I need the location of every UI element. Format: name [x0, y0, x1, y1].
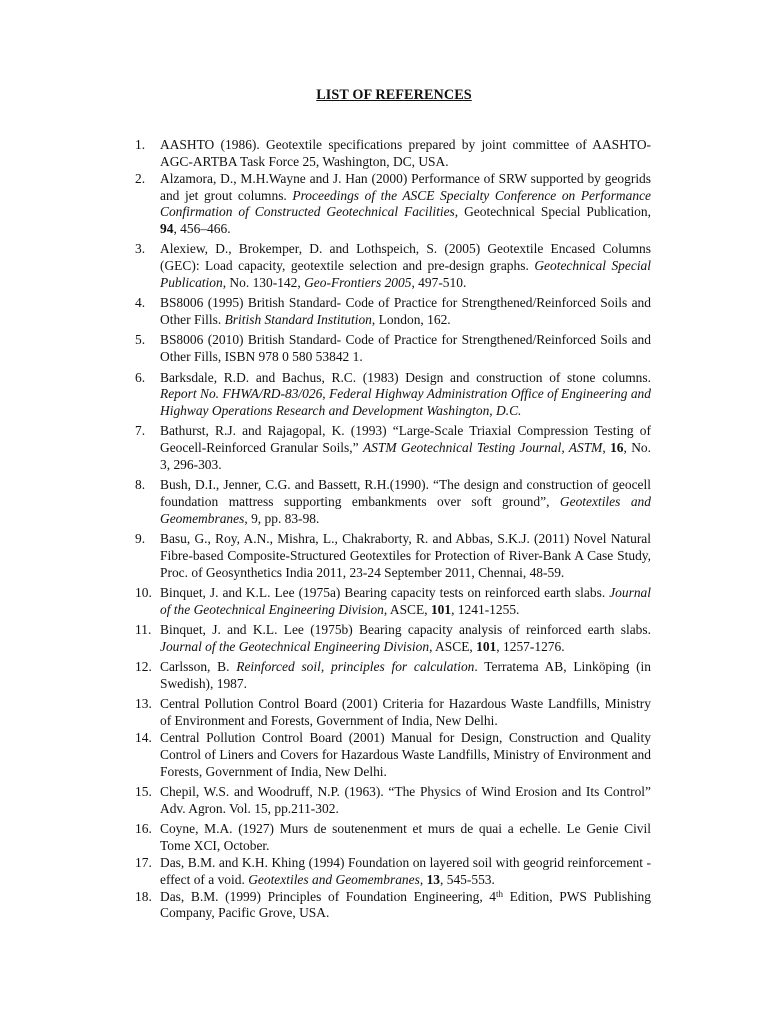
reference-number: 16. — [135, 821, 152, 837]
reference-segment: , 497-510. — [411, 275, 467, 291]
reference-segment: BS8006 (2010) British Standard- Code of Practice for Strengthened/Reinforced Soils and Other Fills, ISBN 978 0 580 53842 1. — [160, 332, 651, 365]
reference-text — [160, 370, 651, 421]
reference-segment: , 456–466. — [173, 221, 231, 237]
reference-segment: Central Pollution Control Board (2001) Manual for Design, Construction and Quality Control of Liners and Covers for Hazardous Waste Landfills, Ministry of Environment and Forests, Government of India, New Delhi. — [160, 730, 651, 779]
reference-segment: , ASCE, — [429, 639, 477, 655]
reference-text — [160, 696, 651, 730]
reference-item — [135, 531, 651, 582]
reference-segment: , ASCE, — [383, 602, 431, 618]
reference-segment: Das, B.M. (1999) Principles of Foundation Engineering, 4 — [160, 888, 497, 904]
reference-number: 3. — [135, 241, 146, 257]
reference-segment: Barksdale, R.D. and Bachus, R.C. (1983) Design and construction of stone columns. — [160, 369, 651, 385]
reference-number: 13. — [135, 696, 152, 712]
reference-bold-segment: 16 — [610, 440, 624, 456]
reference-number: 8. — [135, 477, 146, 493]
reference-number: 14. — [135, 730, 152, 746]
reference-number: 4. — [135, 295, 146, 311]
reference-item — [135, 585, 651, 619]
reference-segment: , — [602, 440, 611, 456]
reference-number: 7. — [135, 423, 146, 439]
reference-text — [160, 889, 651, 923]
reference-segment: Alexiew, D., Brokemper, D. and Lothspeich, S. (2005) Geotextile Encased Columns (GEC): Load capacity, geotextile selection and pre-design graphs. — [160, 241, 651, 274]
reference-italic-segment: British Standard Institution — [224, 312, 372, 328]
reference-segment: Basu, G., Roy, A.N., Mishra, L., Chakraborty, R. and Abbas, S.K.J. (2011) Novel Natural Fibre-based Composite-Structured Geotextiles for Protection of River-Bank A Case Study, Proc. of Geosynthetics India 2011, 23-24 September 2011, Chennai, 48-59. — [160, 531, 651, 580]
reference-segment: , 1257-1276. — [496, 639, 565, 655]
reference-text — [160, 855, 651, 889]
reference-segment: Bush, D.I., Jenner, C.G. and Bassett, R.H.(1990). “The design and construction of geocell foundation mattress supporting embankments over soft ground”, — [160, 477, 651, 510]
reference-item — [135, 241, 651, 292]
reference-italic-segment: ASTM Geotechnical Testing Journal, ASTM — [362, 440, 603, 456]
reference-text — [160, 137, 651, 171]
reference-bold-segment: 101 — [430, 602, 452, 618]
reference-text — [160, 531, 651, 582]
reference-segment: , No. 130-142, — [222, 275, 305, 291]
reference-segment: AASHTO (1986). Geotextile specifications prepared by joint committee of AASHTO-AGC-ARTBA Task Force 25, Washington, DC, USA. — [160, 137, 651, 169]
reference-segment: BS8006 (1995) British Standard- Code of Practice for Strengthened/Reinforced Soils and Other Fills. — [160, 295, 651, 328]
reference-italic-segment: Geotextiles and Geomembranes — [160, 494, 651, 527]
reference-bold-segment: 101 — [476, 639, 497, 655]
reference-segment: , — [419, 871, 427, 887]
reference-text — [160, 622, 651, 656]
reference-item — [135, 370, 651, 421]
reference-number: 1. — [135, 137, 146, 152]
reference-text — [160, 171, 651, 238]
reference-segment: Coyne, M.A. (1927) Murs de soutenenment et murs de quai a echelle. Le Genie Civil Tome XCI, October. — [160, 821, 651, 853]
reference-item — [135, 784, 651, 818]
reference-item — [135, 332, 651, 366]
reference-item — [135, 659, 651, 693]
reference-text — [160, 730, 651, 781]
reference-italic-segment: Journal of the Geotechnical Engineering Division — [160, 639, 430, 655]
reference-number: 9. — [135, 531, 146, 547]
reference-italic-segment: Proceedings of the ASCE Specialty Conference on Performance Confirmation of Constructed Geotechnical Facilities — [160, 187, 651, 220]
reference-italic-segment: Report No. FHWA/RD-83/026, Federal Highway Administration Office of Engineering and Highway Operations Research and Development Washington, D.C. — [160, 386, 651, 419]
reference-segment: Carlsson, B. — [160, 659, 237, 675]
reference-item — [135, 137, 651, 171]
reference-segment: Chepil, W.S. and Woodruff, N.P. (1963). “The Physics of Wind Erosion and Its Control” Adv. Agron. Vol. 15, pp.211-302. — [160, 784, 651, 816]
reference-segment: Alzamora, D., M.H.Wayne and J. Han (2000) Performance of SRW supported by geogrids and jet grout columns. — [160, 170, 651, 203]
reference-text — [160, 423, 651, 474]
reference-text — [160, 241, 651, 292]
reference-segment: , 9, pp. 83-98. — [244, 511, 320, 527]
reference-italic-segment: Reinforced soil, principles for calculation — [236, 659, 475, 675]
reference-item — [135, 821, 651, 855]
reference-number: 2. — [135, 170, 146, 186]
reference-text — [160, 295, 651, 329]
reference-segment: , London, 162. — [371, 312, 451, 328]
reference-superscript: th — [496, 888, 504, 899]
reference-text — [160, 477, 651, 528]
reference-text — [160, 659, 651, 693]
reference-number: 18. — [135, 888, 152, 904]
reference-segment: , No. 3, 296-303. — [160, 440, 651, 473]
reference-italic-segment: Geotechnical Special Publication — [160, 258, 651, 291]
reference-segment: Central Pollution Control Board (2001) Criteria for Hazardous Waste Landfills, Ministry of Environment and Forests, Government of India, New Delhi. — [160, 696, 651, 729]
reference-item — [135, 295, 651, 329]
reference-segment: Binquet, J. and K.L. Lee (1975a) Bearing capacity tests on reinforced earth slabs. — [160, 585, 610, 601]
reference-number: 6. — [135, 369, 146, 385]
reference-segment: Bathurst, R.J. and Rajagopal, K. (1993) “Large-Scale Triaxial Compression Testing of Geocell-Reinforced Granular Soils,” — [160, 423, 651, 456]
reference-italic-segment: Geotextiles and Geomembranes — [248, 871, 420, 887]
reference-segment: Edition, PWS Publishing Company, Pacific Grove, USA. — [160, 888, 651, 921]
reference-italic-segment: Journal of the Geotechnical Engineering Division — [160, 585, 651, 618]
reference-item — [135, 423, 651, 474]
reference-number: 10. — [135, 585, 152, 601]
reference-text — [160, 821, 651, 855]
reference-number: 5. — [135, 332, 146, 348]
reference-item — [135, 622, 651, 656]
reference-text — [160, 585, 651, 619]
reference-number: 15. — [135, 784, 152, 800]
reference-segment: , 1241-1255. — [451, 602, 520, 618]
reference-bold-segment: 13 — [426, 871, 440, 887]
reference-item — [135, 696, 651, 730]
reference-item — [135, 477, 651, 528]
reference-item — [135, 889, 651, 923]
page-title: LIST OF REFERENCES — [316, 87, 472, 103]
reference-segment: , Geotechnical Special Publication, — [454, 204, 651, 220]
reference-item — [135, 171, 651, 238]
reference-text — [160, 784, 651, 818]
reference-segment: . Terratema AB, Linköping (in Swedish), 1987. — [160, 659, 652, 692]
reference-text — [160, 332, 651, 366]
reference-segment: Das, B.M. and K.H. Khing (1994) Foundation on layered soil with geogrid reinforcement - effect of a void. — [160, 854, 651, 887]
reference-italic-segment: Geo-Frontiers 2005 — [304, 275, 412, 291]
reference-item — [135, 730, 651, 781]
reference-number: 11. — [135, 622, 152, 638]
reference-segment: Binquet, J. and K.L. Lee (1975b) Bearing capacity analysis of reinforced earth slabs. — [160, 622, 651, 638]
reference-number: 12. — [135, 659, 152, 675]
reference-segment: , 545-553. — [440, 871, 495, 887]
reference-bold-segment: 94 — [160, 221, 174, 237]
reference-number: 17. — [135, 854, 152, 870]
reference-list — [135, 137, 651, 926]
reference-item — [135, 855, 651, 889]
